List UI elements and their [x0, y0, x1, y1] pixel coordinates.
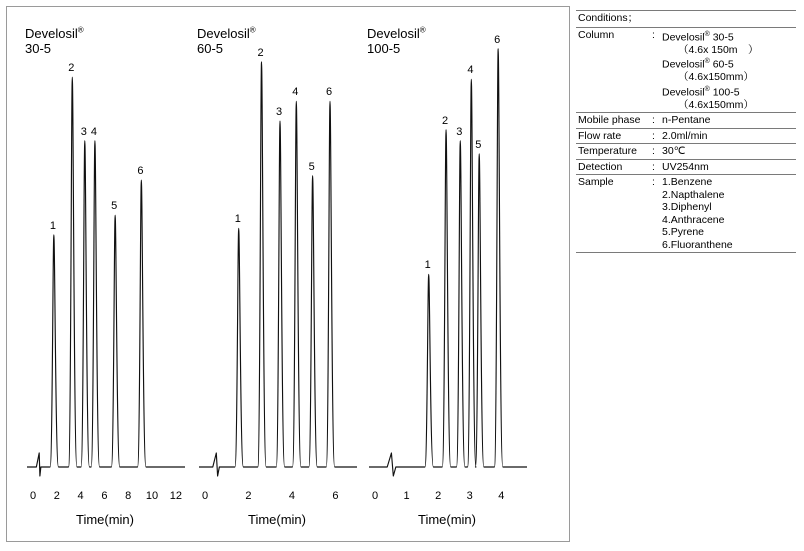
x-tick-label: 2: [245, 490, 252, 502]
peak-label: 4: [467, 64, 474, 77]
peak-label: 5: [308, 160, 315, 173]
x-tick-label: 2: [53, 490, 60, 502]
x-tick-label: 0: [371, 490, 379, 502]
x-tick-label: 6: [101, 490, 108, 502]
conditions-key: Flow rate: [578, 129, 622, 142]
peak-label: 1: [49, 219, 56, 232]
x-tick-label: 2: [435, 490, 442, 502]
peak-label: 6: [137, 165, 144, 178]
conditions-value: 2.0ml/min: [662, 129, 708, 142]
chromatogram-trace-1: [23, 7, 187, 477]
conditions-row: [576, 160, 796, 176]
conditions-row: [576, 144, 796, 160]
chart-title-name: Develosil®: [367, 26, 426, 42]
peak-label: 5: [111, 200, 118, 213]
conditions-row: [576, 113, 796, 129]
chart-title-name: Develosil®: [197, 26, 256, 42]
conditions-separator: :: [652, 145, 655, 157]
peak-label: 2: [442, 114, 449, 127]
conditions-key: Sample: [578, 176, 614, 188]
conditions-value: n-Pentane: [662, 114, 711, 126]
conditions-separator: :: [652, 176, 655, 188]
conditions-header: Conditions；: [576, 10, 796, 28]
peak-label: 3: [276, 105, 283, 118]
conditions-rows: [576, 28, 796, 254]
conditions-row: [576, 28, 796, 114]
x-tick-label: 8: [125, 490, 132, 502]
chromatogram-trace-3: [365, 7, 529, 477]
conditions-separator: :: [652, 129, 655, 142]
x-tick-label: 1: [403, 490, 410, 502]
conditions-value: UV254nm: [662, 160, 709, 173]
conditions-row: [576, 129, 796, 145]
conditions-separator: :: [652, 28, 655, 41]
peak-label: 1: [234, 213, 241, 226]
x-tick-label: 6: [332, 490, 339, 502]
peak-label: 6: [494, 33, 501, 46]
conditions-value: 1.Benzene 2.Napthalene 3.Diphenyl 4.Anthracene 5.Pyrene 6.Fluoranthene: [662, 176, 733, 251]
peak-label: 3: [456, 125, 463, 138]
conditions-key: Column: [578, 28, 615, 41]
peak-label: 4: [90, 125, 98, 138]
conditions-key: Mobile phase: [578, 114, 641, 126]
peak-label: 2: [257, 46, 264, 59]
x-tick-label: 0: [29, 490, 37, 502]
chart-title-grade: 100-5: [367, 41, 401, 57]
conditions-key: Temperature: [578, 145, 637, 157]
x-tick-label: 4: [77, 490, 84, 502]
peak-label: 5: [475, 138, 482, 151]
x-tick-label: 3: [466, 490, 473, 502]
x-tick-label: 10: [145, 490, 159, 502]
chromatogram-trace-2: [195, 7, 359, 477]
x-axis-label: Time(min): [417, 512, 476, 527]
x-tick-label: 0: [201, 490, 209, 502]
chart-title-name: Develosil®: [25, 26, 84, 42]
conditions-value: Develosil® 30-5 （4.6x 150m ） Develosil® 60-5 （4.6x150mm） Develosil® 100-5 （4.6x150mm）: [662, 30, 759, 111]
peak-label: 6: [326, 86, 333, 99]
chart-title-grade: 60-5: [197, 41, 224, 57]
conditions-value: 30℃: [662, 145, 686, 157]
conditions-table: [576, 10, 796, 253]
x-axis-label: Time(min): [75, 512, 134, 527]
chromatogram-panel: [6, 6, 570, 542]
x-axis-label: Time(min): [247, 512, 306, 527]
peak-label: 4: [292, 86, 299, 99]
conditions-separator: :: [652, 160, 655, 173]
x-tick-label: 4: [498, 490, 505, 502]
conditions-row: [576, 175, 796, 253]
x-tick-label: 4: [288, 490, 296, 502]
x-tick-label: 12: [169, 490, 182, 502]
peak-label: 3: [80, 125, 87, 138]
conditions-separator: :: [652, 114, 655, 126]
peak-label: 2: [68, 62, 75, 75]
chart-title-grade: 30-5: [25, 41, 52, 57]
peak-label: 1: [424, 259, 431, 272]
conditions-key: Detection: [578, 160, 623, 173]
